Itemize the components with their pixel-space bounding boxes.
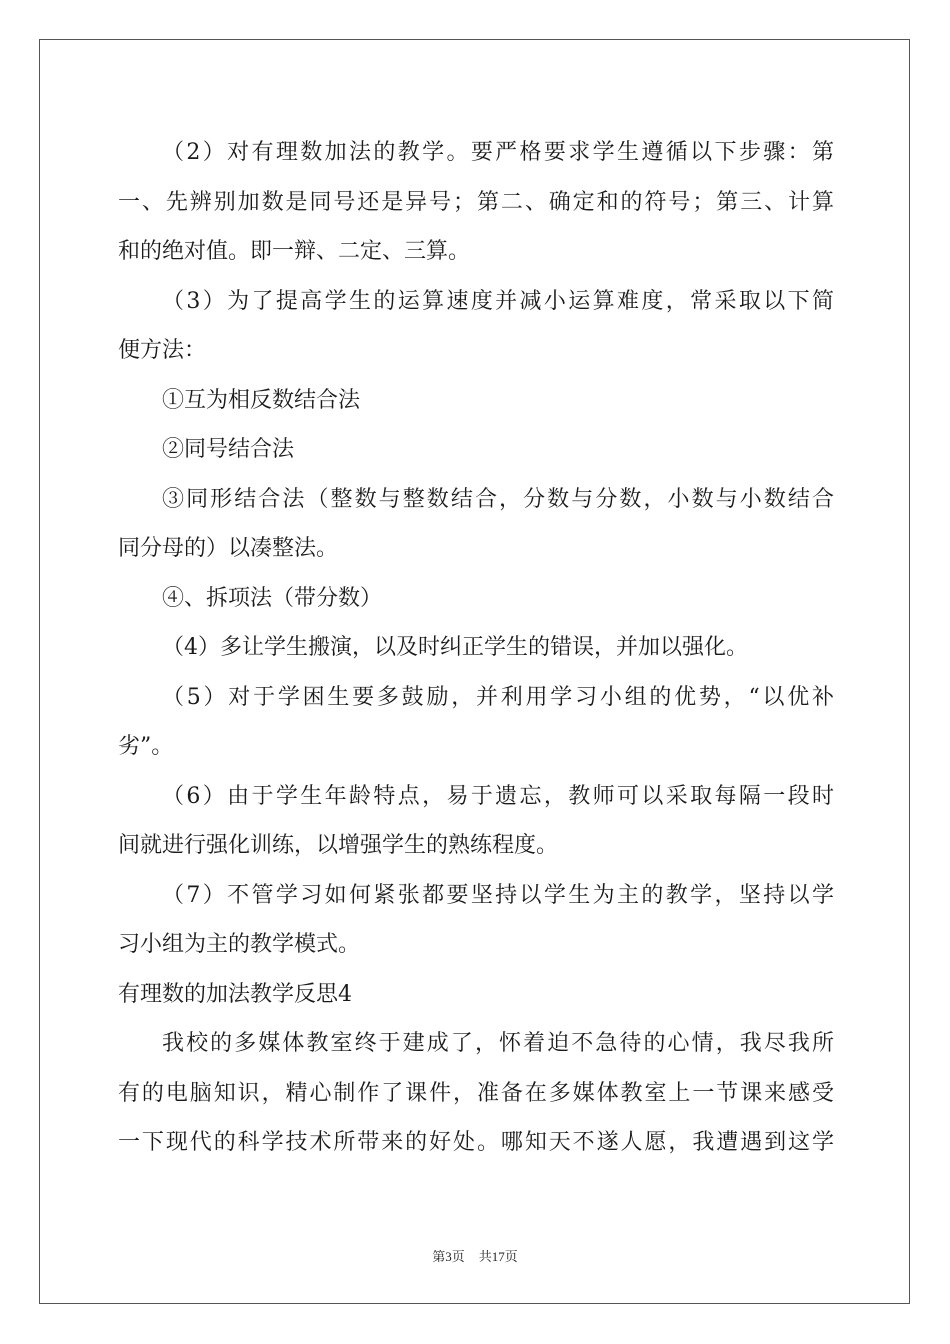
text-line: 劣”。	[118, 734, 174, 759]
text-line: 有的电脑知识，精心制作了课件，准备在多媒体教室上一节课来感受	[118, 1080, 834, 1106]
text-line: （5）对于学困生要多鼓励，并利用学习小组的优势，“以优补	[162, 684, 834, 710]
text-line: （6）由于学生年龄特点，易于遗忘，教师可以采取每隔一段时	[162, 783, 834, 809]
text-line: 习小组为主的教学模式。	[118, 932, 361, 957]
text-line: （4）多让学生搬演，以及时纠正学生的错误，并加以强化。	[162, 635, 748, 660]
text-line: 一下现代的科学技术所带来的好处。哪知天不遂人愿，我遭遇到这学	[118, 1130, 834, 1155]
text-line: 便方法：	[118, 338, 207, 363]
text-line: ①互为相反数结合法	[162, 387, 361, 413]
page-footer	[0, 1246, 950, 1265]
text-line: （2）对有理数加法的教学。要严格要求学生遵循以下步骤：第	[162, 140, 834, 165]
document-body	[118, 128, 834, 1168]
text-line: ③同形结合法（整数与整数结合，分数与分数，小数与小数结合	[162, 486, 834, 512]
page-number: 第3页	[432, 1249, 465, 1264]
text-line: ④、拆项法（带分数）	[162, 585, 383, 611]
text-line: ②同号结合法	[162, 437, 295, 462]
section-heading: 有理数的加法教学反思4	[118, 981, 352, 1007]
page-total: 共17页	[478, 1249, 518, 1264]
text-line: （3）为了提高学生的运算速度并减小运算难度，常采取以下简	[162, 288, 834, 314]
text-line: 间就进行强化训练，以增强学生的熟练程度。	[118, 833, 559, 858]
text-line: 一、先辨别加数是同号还是异号；第二、确定和的符号；第三、计算	[118, 189, 834, 215]
text-line: 同分母的）以凑整法。	[118, 536, 339, 561]
text-line: 和的绝对值。即一辩、二定、三算。	[118, 239, 471, 264]
text-line: （7）不管学习如何紧张都要坚持以学生为主的教学，坚持以学	[162, 882, 834, 908]
text-line: 我校的多媒体教室终于建成了，怀着迫不急待的心情，我尽我所	[162, 1031, 834, 1056]
